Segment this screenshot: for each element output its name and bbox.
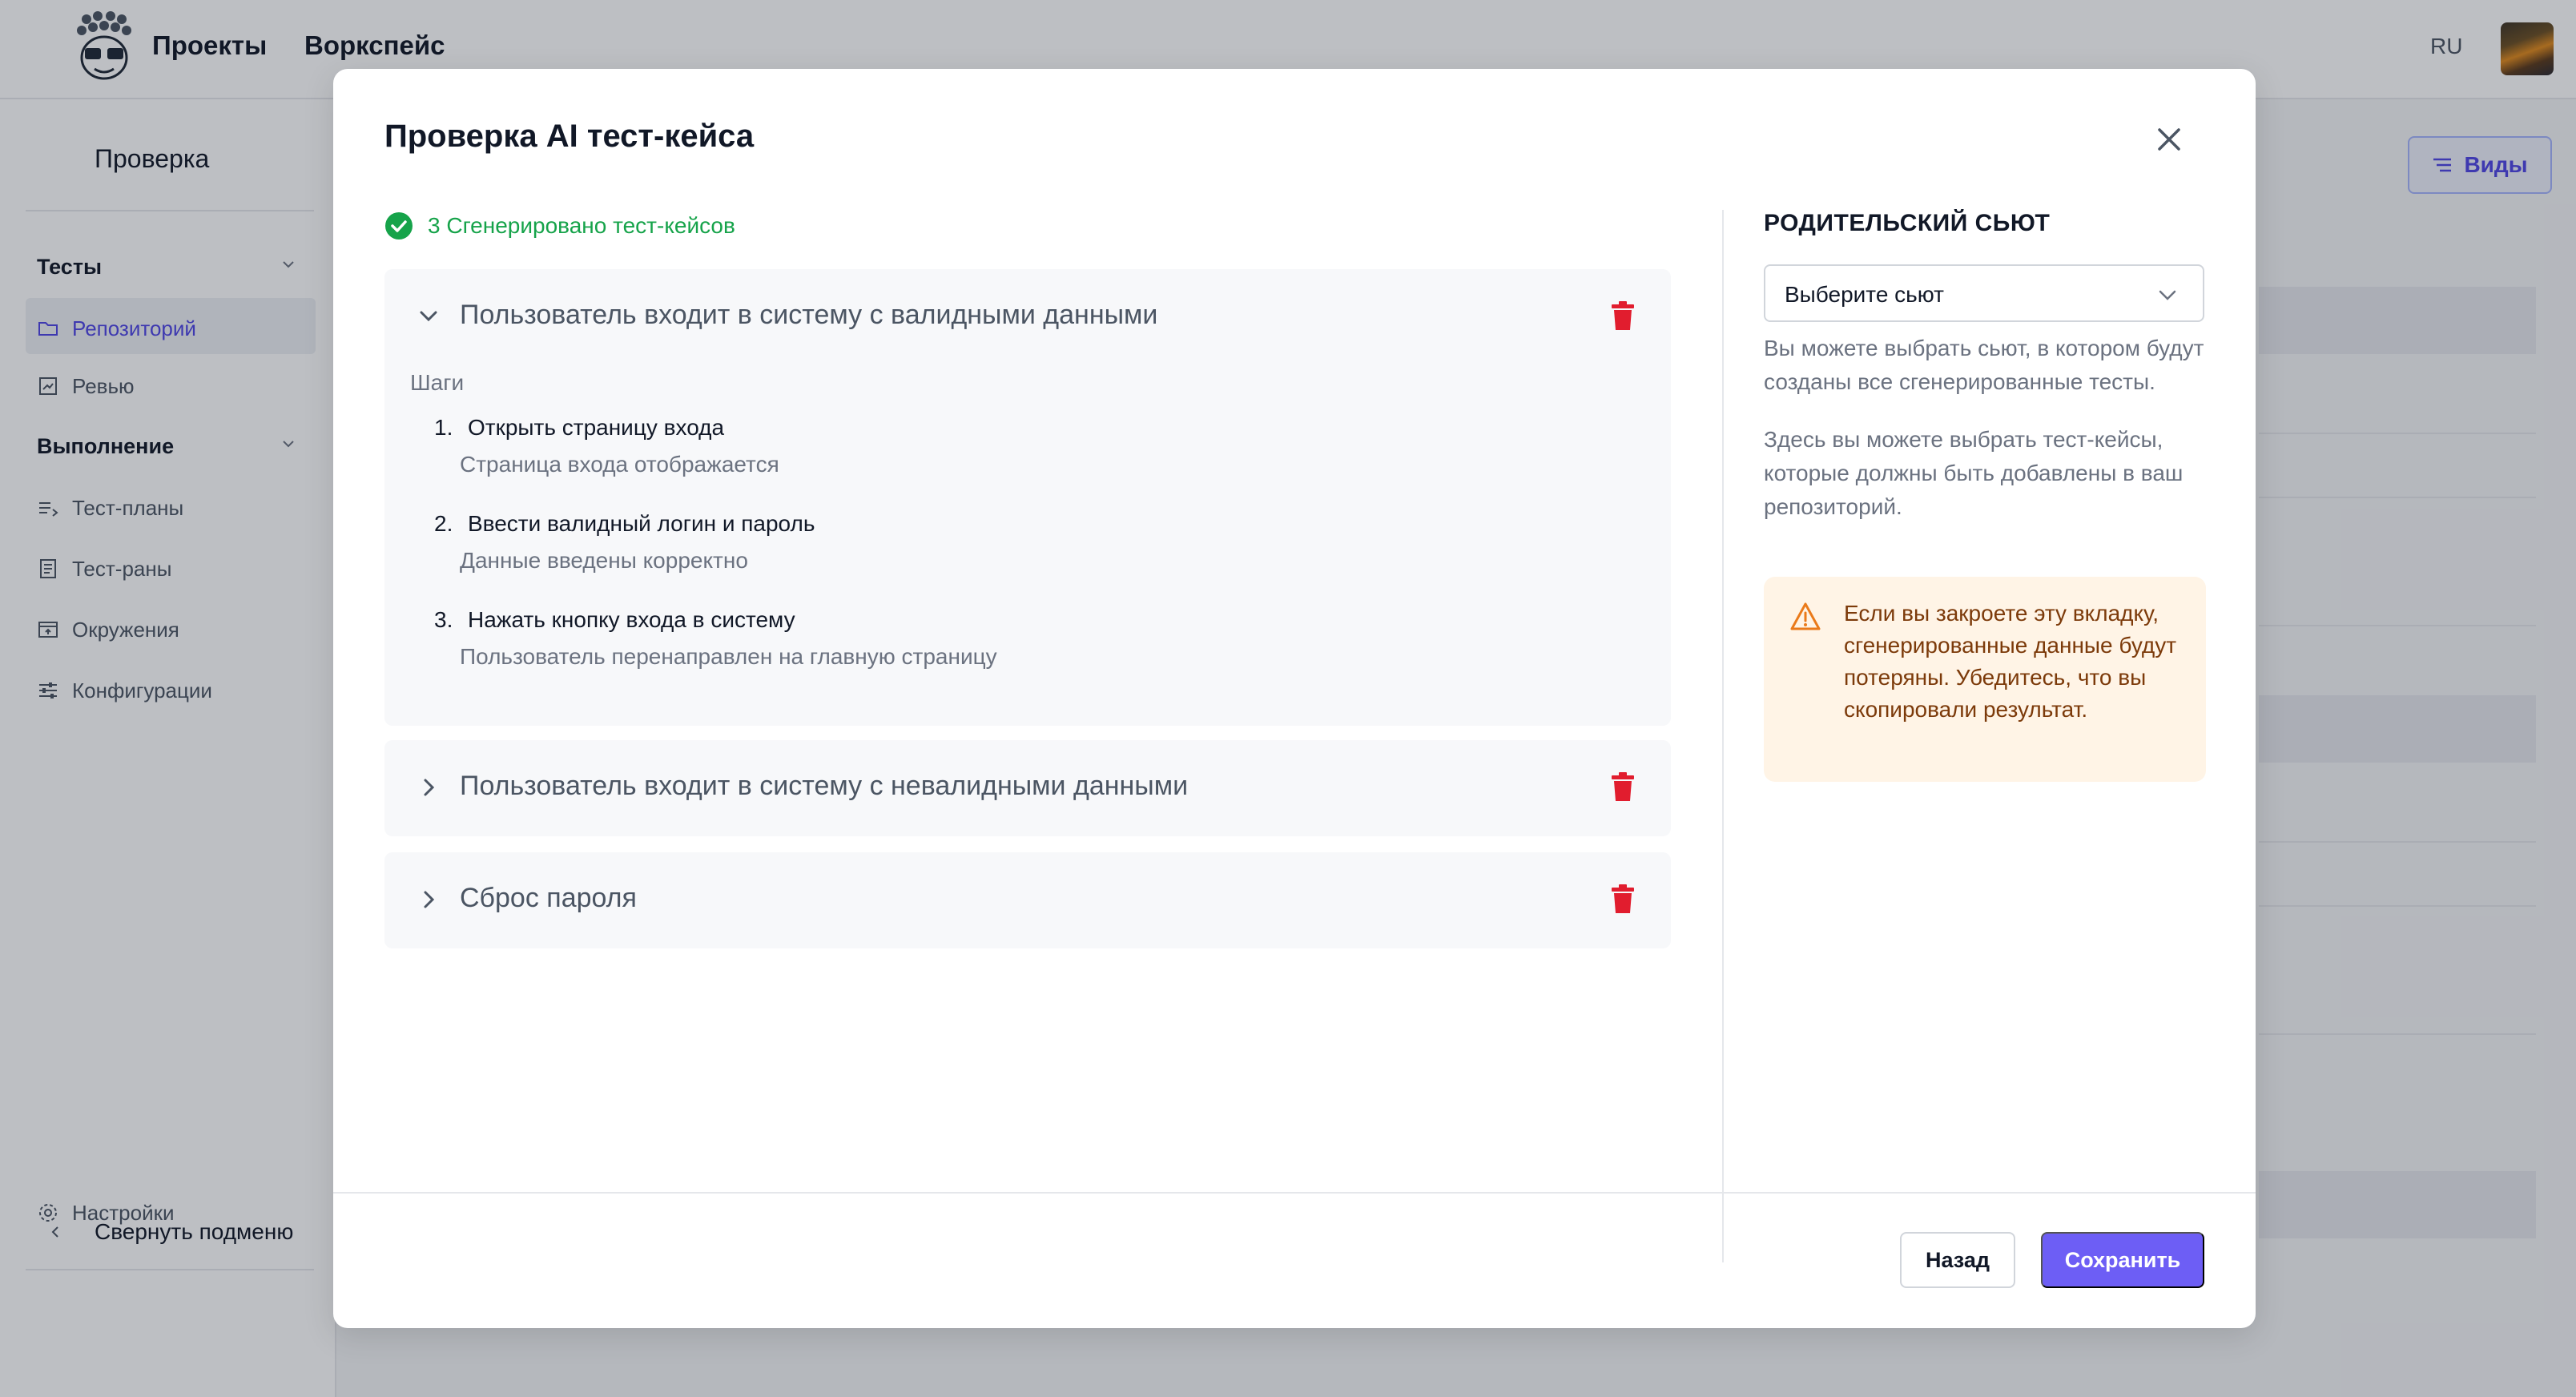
sidebar-item-configurations[interactable]: Конфигурации	[37, 668, 212, 713]
sidebar-item-test-plans[interactable]: Тест-планы	[37, 485, 183, 530]
sidebar-title: Проверка	[95, 144, 210, 173]
test-case-title: Пользователь входит в систему с невалидными данными	[460, 771, 1189, 801]
nav-workspace[interactable]: Воркспейс	[304, 30, 445, 60]
test-case-card	[384, 740, 1671, 836]
steps-label: Шаги	[410, 370, 465, 395]
test-step: 2. Ввести валидный логин и пароль Данные введены корректно	[434, 511, 815, 573]
warning-icon	[1789, 601, 1821, 633]
back-button[interactable]: Назад	[1900, 1232, 2015, 1288]
nav-projects[interactable]: Проекты	[152, 30, 268, 60]
footer-divider	[333, 1192, 2256, 1194]
sidebar-item-environments[interactable]: Окружения	[37, 607, 179, 652]
collapse-submenu-button[interactable]: Свернуть подменю	[48, 1219, 293, 1245]
language-switch[interactable]: RU	[2430, 34, 2463, 58]
check-circle-icon	[384, 211, 413, 240]
chevron-down-icon	[2156, 284, 2179, 306]
selection-hint: Здесь вы можете выбрать тест-кейсы, которые должны быть добавлены в ваш репозиторий.	[1764, 427, 2184, 519]
test-case-header[interactable]	[384, 269, 1671, 365]
sidebar-item-settings[interactable]: Настройки	[37, 1190, 175, 1235]
step-expected-result: Данные введены корректно	[460, 548, 748, 573]
parent-suite-panel	[1764, 210, 2206, 782]
test-case-card	[384, 852, 1671, 948]
step-title: Нажать кнопку входа в систему	[468, 607, 795, 632]
chevron-right-icon[interactable]	[417, 888, 441, 912]
test-case-title: Сброс пароля	[460, 883, 637, 913]
generated-status: 3 Сгенерировано тест-кейсов	[384, 211, 735, 240]
test-step: 3. Нажать кнопку входа в систему Пользователь перенаправлен на главную страницу	[434, 607, 997, 669]
test-step: 1. Открыть страницу входа Страница входа отображается	[434, 415, 779, 477]
sidebar-item-test-runs[interactable]: Тест-раны	[37, 546, 171, 591]
test-case-header[interactable]	[384, 740, 1671, 836]
sidebar-item-review[interactable]: Ревью	[37, 364, 135, 409]
parent-suite-hint: Вы можете выбрать сьют, в котором будут созданы все сгенерированные тесты.	[1764, 336, 2204, 394]
parent-suite-label: РОДИТЕЛЬСКИЙ СЬЮТ	[1764, 210, 2051, 236]
trash-icon[interactable]	[1610, 772, 1636, 803]
step-title: Ввести валидный логин и пароль	[468, 511, 815, 536]
step-expected-result: Страница входа отображается	[460, 452, 779, 477]
parent-suite-select[interactable]	[1764, 264, 2204, 322]
trash-icon[interactable]	[1610, 301, 1636, 332]
select-placeholder: Выберите сьют	[1785, 282, 1944, 307]
sidebar-group-execution[interactable]: Выполнение	[37, 434, 175, 458]
test-case-header[interactable]	[384, 852, 1671, 948]
warning-box	[1764, 577, 2206, 782]
modal-title: Проверка AI тест-кейса	[384, 119, 755, 154]
column-divider	[1722, 210, 1724, 1262]
chevron-down-icon[interactable]	[417, 304, 441, 328]
warning-text: Если вы закроете эту вкладку, сгенерированные данные будут потеряны. Убедитесь, что вы скопировали результат.	[1844, 601, 2177, 722]
chevron-right-icon[interactable]	[417, 775, 441, 799]
close-icon[interactable]	[2151, 122, 2187, 157]
test-case-title: Пользователь входит в систему с валидными данными	[460, 300, 1158, 330]
trash-icon[interactable]	[1610, 884, 1636, 915]
sidebar-group-tests[interactable]: Тесты	[37, 255, 103, 279]
step-expected-result: Пользователь перенаправлен на главную страницу	[460, 644, 997, 669]
step-title: Открыть страницу входа	[468, 415, 725, 440]
save-button[interactable]: Сохранить	[2041, 1232, 2204, 1288]
test-case-card	[384, 269, 1671, 726]
review-ai-test-case-dialog	[333, 69, 2256, 1328]
sidebar-item-repository[interactable]: Репозиторий	[37, 306, 196, 351]
views-button[interactable]: Виды	[2408, 136, 2552, 194]
